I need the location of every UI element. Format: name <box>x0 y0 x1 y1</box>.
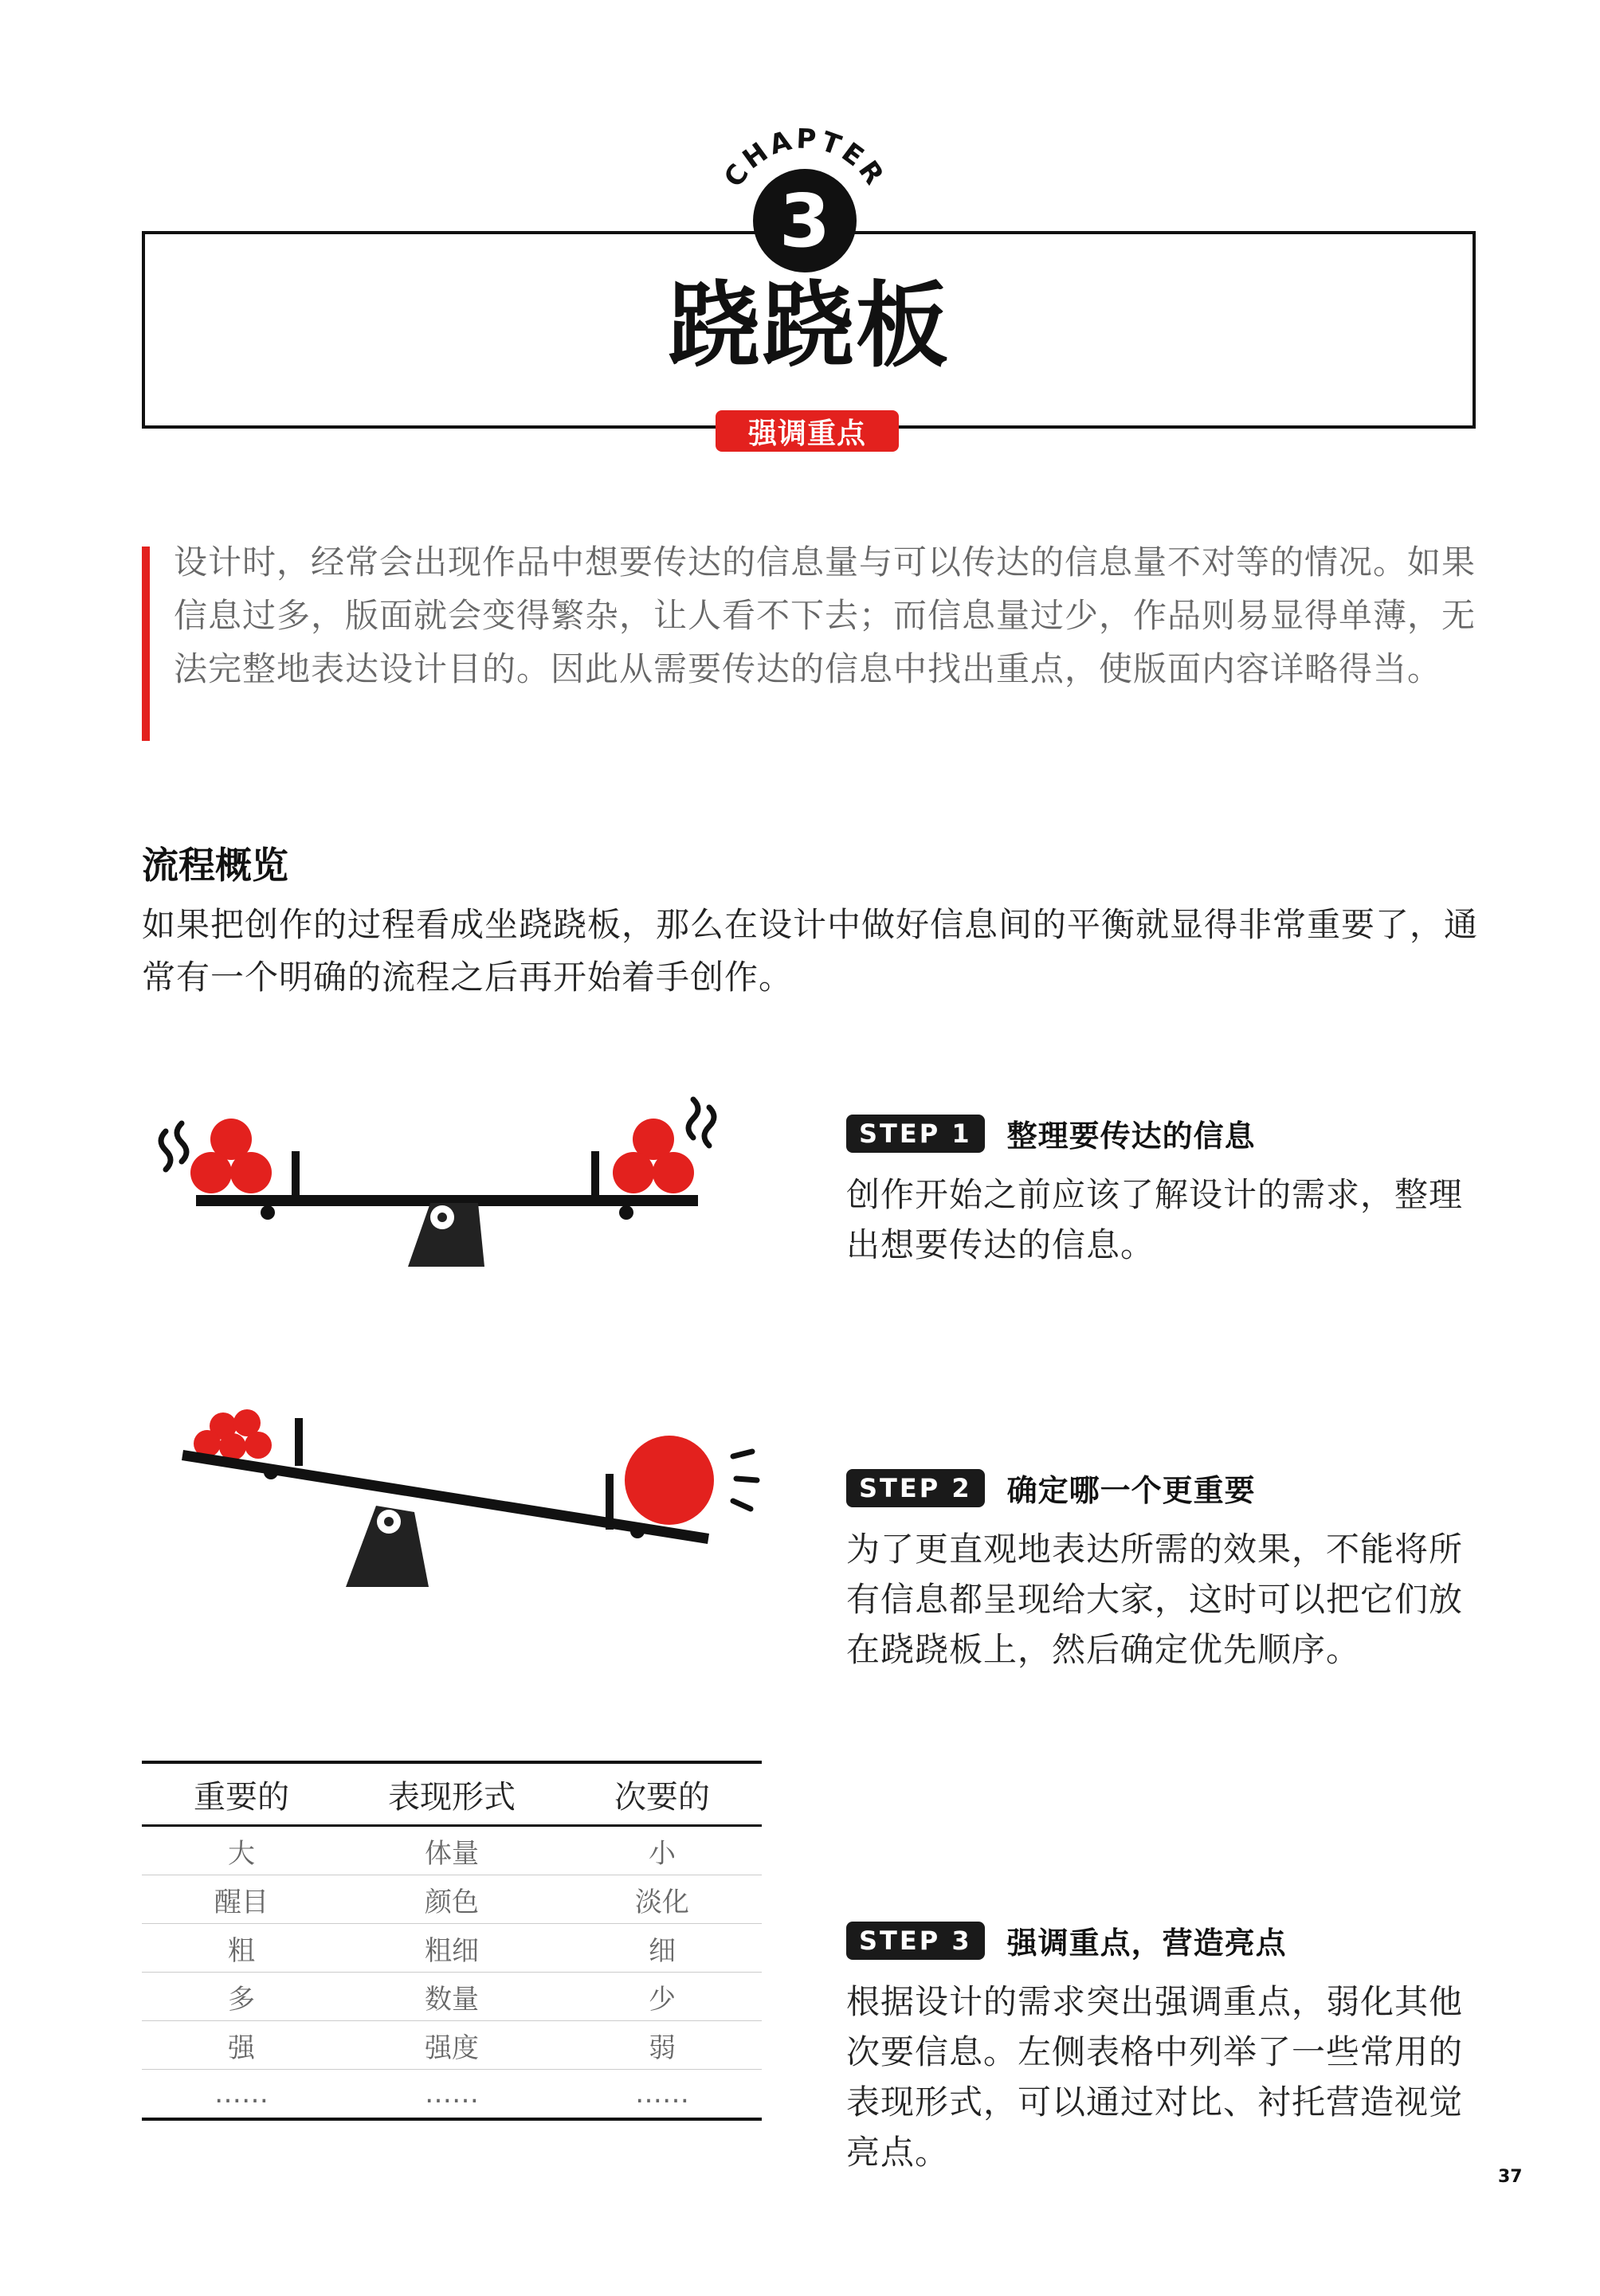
table-row <box>142 1826 762 1875</box>
tilted-seesaw-illustration <box>175 1386 765 1593</box>
table-cell: 小 <box>563 1826 762 1875</box>
table-cell: …… <box>214 2078 269 2110</box>
table-cell: 粗 <box>142 1924 341 1973</box>
step-2-tag: STEP 2 <box>846 1469 985 1507</box>
table-header-secondary: 次要的 <box>563 1762 762 1826</box>
chapter-title: 跷跷板 <box>668 272 950 380</box>
table-cell: 淡化 <box>563 1875 762 1924</box>
table-header-important: 重要的 <box>142 1762 341 1826</box>
table-cell: 醒目 <box>142 1875 341 1924</box>
step-3-header <box>846 1918 1484 1962</box>
intro-paragraph: 设计时，经常会出现作品中想要传达的信息量与可以传达的信息量不对等的情况。如果信息过多，版面就会变得繁杂，让人看不下去；而信息量过少，作品则易显得单薄，无法完整地表达设计目的。因此从需要传达的信息中找出重点，使版面内容详略得当。 <box>174 543 1476 688</box>
step-2-header <box>846 1466 1484 1510</box>
step-3-tag: STEP 3 <box>846 1922 985 1960</box>
table-cell: 弱 <box>563 2021 762 2070</box>
step-1-title: 整理要传达的信息 <box>1006 1119 1256 1154</box>
table-header-form: 表现形式 <box>341 1762 563 1826</box>
step-1-body: 创作开始之前应该了解设计的需求，整理出想要传达的信息。 <box>846 1175 1464 1264</box>
overview-heading: 流程概览 <box>142 844 288 887</box>
table-cell: 数量 <box>341 1973 563 2021</box>
balanced-seesaw-illustration <box>135 1083 725 1283</box>
table-cell: 体量 <box>341 1826 563 1875</box>
chapter-label: CHAPTER <box>717 123 892 194</box>
table-cell: …… <box>424 2078 479 2110</box>
overview-paragraph: 如果把创作的过程看成坐跷跷板，那么在设计中做好信息间的平衡就显得非常重要了，通常有一个明确的流程之后再开始着手创作。 <box>142 905 1479 997</box>
page-number: 37 <box>1498 2167 1523 2187</box>
table-row <box>142 2021 762 2070</box>
step-2 <box>846 1466 1484 1675</box>
table-cell: 粗细 <box>341 1924 563 1973</box>
table-cell: 细 <box>563 1924 762 1973</box>
table-row <box>142 1924 762 1973</box>
table-row <box>142 1973 762 2021</box>
table-cell: 颜色 <box>341 1875 563 1924</box>
step-3-body: 根据设计的需求突出强调重点，弱化其他次要信息。左侧表格中列举了一些常用的表现形式，可以通过对比、衬托营造视觉亮点。 <box>846 1982 1464 2172</box>
step-1 <box>846 1111 1484 1270</box>
step-3 <box>846 1918 1484 2177</box>
table-row <box>142 2070 762 2120</box>
chapter-number: 3 <box>778 178 830 264</box>
table-cell: 多 <box>142 1973 341 2021</box>
wiggle-right-icon <box>688 1099 698 1138</box>
wiggle-left-icon <box>161 1131 171 1170</box>
table-cell: 大 <box>142 1826 341 1875</box>
table-row <box>142 1875 762 1924</box>
chapter-number-badge <box>753 169 857 272</box>
motion-lines-icon <box>733 1452 757 1509</box>
step-3-title: 强调重点，营造亮点 <box>1006 1926 1287 1961</box>
expression-forms-table <box>142 1761 762 2121</box>
table-cell: 少 <box>563 1973 762 2021</box>
table-cell: …… <box>634 2078 689 2110</box>
table-header-row <box>142 1762 762 1826</box>
step-2-title: 确定哪一个更重要 <box>1006 1473 1256 1508</box>
table-cell: 强 <box>142 2021 341 2070</box>
step-1-tag: STEP 1 <box>846 1115 985 1153</box>
chapter-subtitle-badge: 强调重点 <box>716 410 899 452</box>
step-1-header <box>846 1111 1484 1155</box>
step-2-body: 为了更直观地表达所需的效果，不能将所有信息都呈现给大家，这时可以把它们放在跷跷板上，然后确定优先顺序。 <box>846 1530 1464 1669</box>
intro-accent-bar <box>142 547 150 741</box>
table-cell: 强度 <box>341 2021 563 2070</box>
big-ball-red <box>625 1436 714 1525</box>
